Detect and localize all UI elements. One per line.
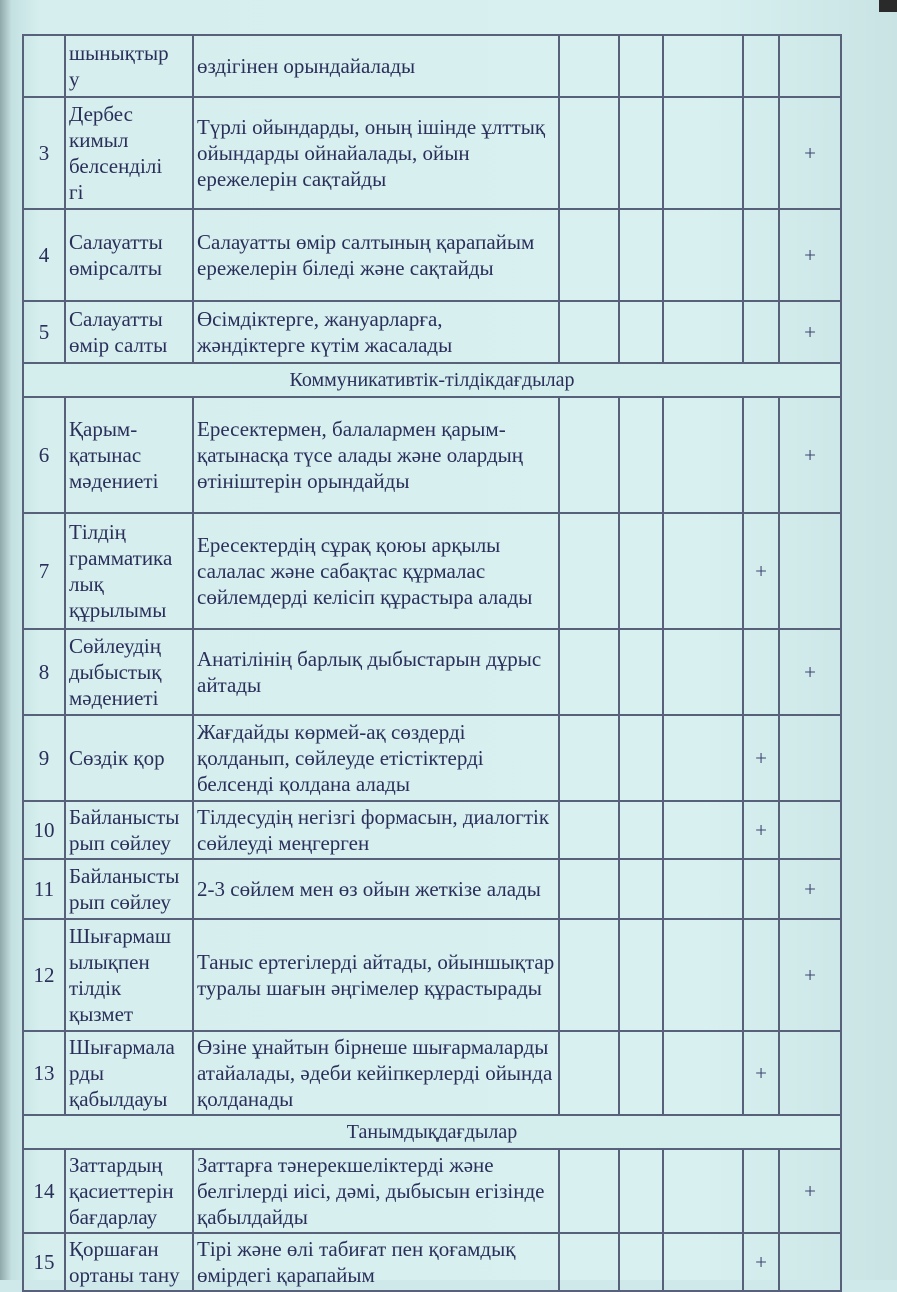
level-cell-3 [663,35,743,97]
level-cell-5 [779,1031,841,1115]
level-cell-1 [559,1031,619,1115]
section-heading: Танымдықдағдылар [23,1115,841,1149]
level-cell-3 [663,1233,743,1291]
level-cell-1 [559,919,619,1031]
section-row [23,1115,841,1149]
level-cell-5 [779,35,841,97]
skill-description: Өсімдіктерге, жануарларға, жәндіктерге күтім жасалады [193,301,559,363]
page-shadow-edge [0,0,12,1280]
level-cell-2 [619,1233,663,1291]
skill-name: Сөйлеудің дыбыстық мәдениеті [65,629,193,715]
level-cell-1 [559,859,619,919]
level-cell-5: + [779,629,841,715]
level-cell-4 [743,35,779,97]
row-number: 13 [23,1031,65,1115]
level-cell-1 [559,97,619,209]
row-number: 8 [23,629,65,715]
skill-name: Дербес кимыл белсенділі гі [65,97,193,209]
level-cell-2 [619,1149,663,1233]
skill-name: Байланысты рып сөйлеу [65,859,193,919]
table-row [23,513,841,629]
table-row [23,35,841,97]
level-cell-3 [663,209,743,301]
corner-mark [879,0,897,12]
row-number: 10 [23,801,65,859]
skill-name: Салауатты өмір салты [65,301,193,363]
level-cell-3 [663,97,743,209]
table-row [23,209,841,301]
level-cell-1 [559,629,619,715]
level-cell-5: + [779,209,841,301]
level-cell-2 [619,397,663,513]
skill-name: Байланысты рып сөйлеу [65,801,193,859]
level-cell-5: + [779,397,841,513]
level-cell-3 [663,301,743,363]
level-cell-1 [559,397,619,513]
row-number: 3 [23,97,65,209]
skill-description: 2-3 сөйлем мен өз ойын жеткізе алады [193,859,559,919]
level-cell-2 [619,1031,663,1115]
table-row [23,397,841,513]
level-cell-2 [619,859,663,919]
level-cell-3 [663,715,743,801]
level-cell-3 [663,513,743,629]
row-number: 7 [23,513,65,629]
row-number: 4 [23,209,65,301]
level-cell-2 [619,801,663,859]
skill-description: Өзіне ұнайтын бірнеше шығармаларды атайалады, әдеби кейіпкерлерді ойында қолданады [193,1031,559,1115]
level-cell-5 [779,513,841,629]
table-row [23,1233,841,1291]
level-cell-3 [663,801,743,859]
row-number: 5 [23,301,65,363]
table-row [23,629,841,715]
table-row [23,1149,841,1233]
level-cell-1 [559,209,619,301]
level-cell-3 [663,859,743,919]
skill-description: өздігінен орындайалады [193,35,559,97]
level-cell-4 [743,1149,779,1233]
skill-name: Сөздік қор [65,715,193,801]
section-heading: Коммуникативтік-тілдікдағдылар [23,363,841,397]
level-cell-1 [559,715,619,801]
skill-name: Тілдің грамматика лық құрылымы [65,513,193,629]
level-cell-3 [663,397,743,513]
level-cell-3 [663,629,743,715]
level-cell-2 [619,97,663,209]
skill-name: Қоршаған ортаны тану [65,1233,193,1291]
skill-description: Анатілінің барлық дыбыстарын дұрыс айтады [193,629,559,715]
level-cell-1 [559,1149,619,1233]
row-number [23,35,65,97]
skill-description: Салауатты өмір салтының қарапайым ережелерін біледі және сақтайды [193,209,559,301]
level-cell-2 [619,919,663,1031]
table-row [23,301,841,363]
level-cell-5 [779,801,841,859]
level-cell-2 [619,35,663,97]
level-cell-4 [743,629,779,715]
skill-description: Заттарға тәнерекшеліктерді және белгілерді иісі, дәмі, дыбысын егізінде қабылдайды [193,1149,559,1233]
skill-description: Ересектермен, балалармен қарым-қатынасқа түсе алады және олардың өтініштерін орындайды [193,397,559,513]
skill-description: Тілдесудің негізгі формасын, диалогтік сөйлеуді меңгерген [193,801,559,859]
skill-description: Жағдайды көрмей-ақ сөздерді қолданып, сөйлеуде етістіктерді белсенді қолдана алады [193,715,559,801]
level-cell-2 [619,715,663,801]
skill-description: Ересектердің сұрақ қоюы арқылы салалас және сабақтас құрмалас сөйлемдерді келісіп құрастыра алады [193,513,559,629]
level-cell-1 [559,513,619,629]
row-number: 15 [23,1233,65,1291]
level-cell-4: + [743,1031,779,1115]
level-cell-5: + [779,97,841,209]
level-cell-3 [663,1149,743,1233]
table-row [23,859,841,919]
level-cell-3 [663,1031,743,1115]
skill-description: Таныс ертегілерді айтады, ойыншықтар туралы шағын әңгімелер құрастырады [193,919,559,1031]
skill-name: Қарым- қатынас мәдениеті [65,397,193,513]
table-row [23,715,841,801]
level-cell-4 [743,97,779,209]
skill-name: Салауатты өмірсалты [65,209,193,301]
level-cell-2 [619,513,663,629]
assessment-table [22,34,842,1292]
level-cell-4 [743,919,779,1031]
level-cell-5 [779,1233,841,1291]
level-cell-5: + [779,919,841,1031]
skill-description: Тірі және өлі табиғат пен қоғамдық өмірдегі қарапайым [193,1233,559,1291]
level-cell-5: + [779,301,841,363]
level-cell-4: + [743,513,779,629]
skill-name: Заттардың қасиеттерін бағдарлау [65,1149,193,1233]
table-row [23,97,841,209]
section-row [23,363,841,397]
level-cell-5 [779,715,841,801]
level-cell-4: + [743,801,779,859]
row-number: 11 [23,859,65,919]
table-row [23,801,841,859]
level-cell-4: + [743,1233,779,1291]
level-cell-1 [559,801,619,859]
level-cell-1 [559,35,619,97]
level-cell-4 [743,859,779,919]
level-cell-4 [743,397,779,513]
row-number: 9 [23,715,65,801]
level-cell-4: + [743,715,779,801]
row-number: 12 [23,919,65,1031]
level-cell-3 [663,919,743,1031]
skill-name: Шығармала рды қабылдауы [65,1031,193,1115]
skill-name: Шығармаш ылықпен тілдік қызмет [65,919,193,1031]
row-number: 6 [23,397,65,513]
level-cell-1 [559,1233,619,1291]
level-cell-4 [743,209,779,301]
level-cell-5: + [779,859,841,919]
table-row [23,919,841,1031]
level-cell-2 [619,629,663,715]
skill-description: Түрлі ойындарды, оның ішінде ұлттық ойындарды ойнайалады, ойын ережелерін сақтайды [193,97,559,209]
row-number: 14 [23,1149,65,1233]
level-cell-2 [619,301,663,363]
level-cell-4 [743,301,779,363]
level-cell-2 [619,209,663,301]
level-cell-1 [559,301,619,363]
level-cell-5: + [779,1149,841,1233]
table-row [23,1031,841,1115]
skill-name: шынықтыр у [65,35,193,97]
